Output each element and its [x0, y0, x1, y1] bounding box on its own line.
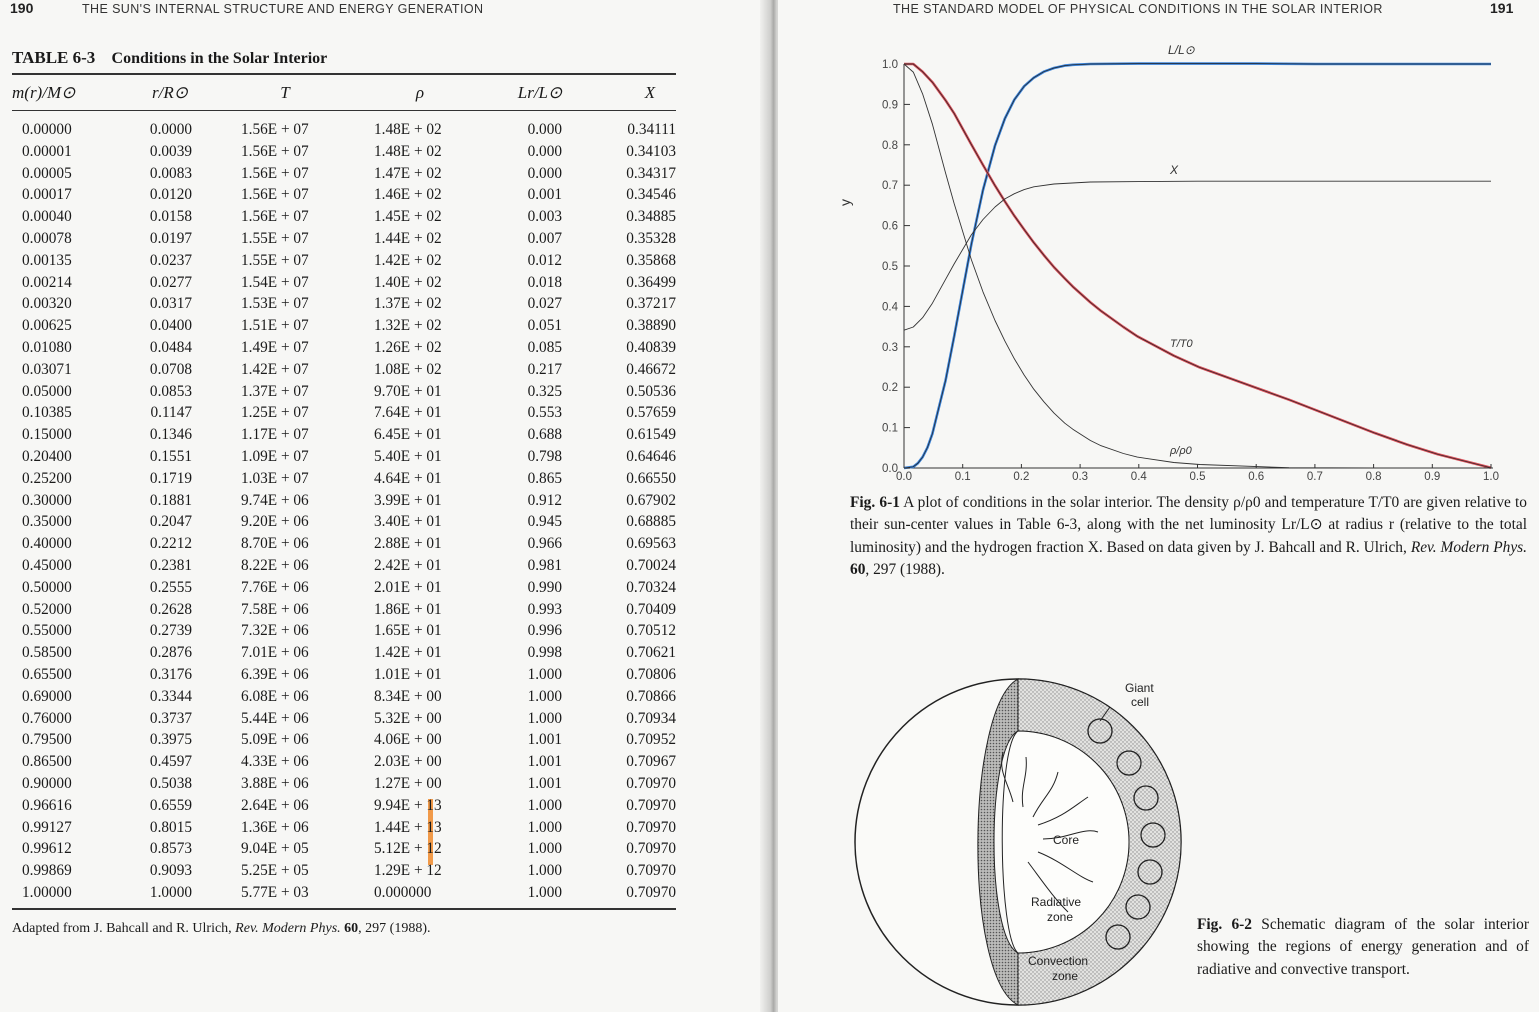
cell-radius: 0.2739 — [149, 622, 192, 640]
fig1-text: A plot of conditions in the solar interior. The density ρ/ρ0 and temperature T/T0 are given relative to their sun-center values in Table 6-3, along with the net luminosity Lr/L⊙ at radius r (relative to the total luminosity) and the hydrogen fraction X. Based on data given by J. Bahcall and R. Ulrich, — [850, 494, 1527, 556]
cell-radius: 0.2212 — [149, 535, 192, 553]
column-radius — [130, 119, 192, 904]
label-convection-1: Convection — [1028, 954, 1089, 968]
label-giant: Giant — [1125, 681, 1154, 695]
column-temperature — [241, 119, 309, 904]
label-luminosity: L/L⊙ — [1168, 43, 1195, 57]
table-footnote — [12, 921, 430, 937]
cell-density: 1.01E + 01 — [374, 665, 442, 683]
hydrogen-line — [904, 181, 1491, 330]
y-tick-label: 0.3 — [882, 341, 898, 354]
running-head-right: THE STANDARD MODEL OF PHYSICAL CONDITIONS IN THE SOLAR INTERIOR — [893, 2, 1383, 16]
x-tick-label: 0.9 — [1424, 471, 1441, 483]
table-title — [12, 48, 327, 68]
footnote-tail: , 297 (1988). — [358, 921, 431, 936]
cell-mass: 0.00214 — [22, 273, 72, 291]
cell-radius: 0.2555 — [149, 578, 192, 596]
cell-density: 1.27E + 00 — [374, 774, 442, 792]
cell-radius: 0.0158 — [149, 208, 192, 226]
cell-temperature: 5.25E + 05 — [241, 862, 309, 880]
cell-temperature: 1.56E + 07 — [241, 186, 309, 204]
cell-hydrogen: 0.50536 — [626, 382, 676, 400]
running-head-left: THE SUN'S INTERNAL STRUCTURE AND ENERGY GENERATION — [82, 2, 484, 16]
chart-series — [904, 64, 1491, 468]
fig1-tail: , 297 (1988). — [865, 561, 945, 579]
cell-hydrogen: 0.67902 — [626, 491, 676, 509]
cell-luminosity: 0.000 — [527, 121, 562, 138]
cell-temperature: 4.33E + 06 — [241, 753, 309, 771]
label-convection-2: zone — [1052, 969, 1079, 983]
cell-luminosity: 0.085 — [527, 338, 562, 356]
cell-radius: 0.8015 — [149, 818, 192, 836]
page-number-right: 191 — [1490, 0, 1514, 16]
label-temperature: T/T0 — [1170, 338, 1193, 350]
header-mass: m(r)/M⊙ — [12, 83, 76, 102]
fig1-caption — [850, 492, 1527, 582]
right-page — [778, 0, 1539, 1012]
y-tick-label: 0.4 — [882, 301, 898, 314]
cell-mass: 0.30000 — [22, 491, 72, 509]
cell-radius: 0.8573 — [149, 840, 192, 858]
cell-mass: 0.00320 — [22, 295, 72, 313]
cell-hydrogen: 0.38890 — [626, 317, 676, 335]
cell-radius: 0.0000 — [149, 121, 192, 138]
cell-radius: 0.1346 — [149, 426, 192, 444]
cell-density: 7.64E + 01 — [374, 404, 442, 422]
cell-density: 1.45E + 02 — [374, 208, 442, 226]
cell-temperature: 1.36E + 06 — [241, 818, 309, 836]
cell-hydrogen: 0.34111 — [627, 121, 676, 138]
cell-mass: 0.20400 — [22, 447, 72, 465]
cell-hydrogen: 0.40839 — [626, 338, 676, 356]
cell-luminosity: 0.993 — [527, 600, 562, 618]
fig1-label: Fig. 6-1 — [850, 494, 900, 511]
cell-luminosity: 0.945 — [527, 513, 562, 531]
cell-mass: 0.58500 — [22, 644, 72, 662]
cell-density: 1.29E + 12 — [374, 862, 442, 880]
cell-density: 1.44E + 02 — [374, 229, 442, 247]
cell-density: 9.94E + 13 — [374, 796, 442, 814]
table-number: TABLE 6-3 — [12, 48, 96, 67]
cell-density: 1.08E + 02 — [374, 360, 442, 378]
cell-hydrogen: 0.35868 — [626, 251, 676, 269]
chart-ticks — [882, 59, 1499, 483]
table-name: Conditions in the Solar Interior — [111, 50, 328, 67]
cell-temperature: 1.56E + 07 — [241, 142, 309, 160]
cell-temperature: 1.55E + 07 — [241, 251, 309, 269]
cell-mass: 0.99869 — [22, 862, 72, 880]
cell-luminosity: 0.012 — [527, 251, 562, 269]
label-density: ρ/ρ0 — [1170, 445, 1192, 457]
cell-density: 1.48E + 02 — [374, 142, 442, 160]
cell-hydrogen: 0.46672 — [626, 360, 676, 378]
page-number-left: 190 — [10, 0, 34, 16]
cell-mass: 0.25200 — [22, 469, 72, 487]
cell-mass: 0.03071 — [22, 360, 72, 378]
x-tick-label: 0.0 — [896, 471, 912, 483]
cell-temperature: 7.32E + 06 — [241, 622, 309, 640]
cell-density: 0.000000 — [374, 883, 432, 901]
cell-radius: 0.2876 — [149, 644, 192, 662]
cell-mass: 0.05000 — [22, 382, 72, 400]
cell-density: 1.32E + 02 — [374, 317, 442, 335]
column-luminosity — [505, 119, 562, 904]
cell-density: 1.37E + 02 — [374, 295, 442, 313]
cell-density: 1.86E + 01 — [374, 600, 442, 618]
temperature-line-ink — [904, 64, 1491, 468]
x-tick-label: 0.4 — [1130, 471, 1147, 483]
cell-radius: 0.2628 — [149, 600, 192, 618]
cell-hydrogen: 0.70970 — [626, 862, 676, 880]
cell-luminosity: 1.000 — [527, 840, 562, 858]
cell-mass: 0.15000 — [22, 426, 72, 444]
cell-radius: 0.0400 — [149, 317, 192, 335]
cell-mass: 0.00005 — [22, 164, 72, 182]
cell-density: 3.99E + 01 — [374, 491, 442, 509]
cell-hydrogen: 0.70866 — [626, 687, 676, 705]
cell-temperature: 2.64E + 06 — [241, 796, 309, 814]
header-radius: r/R⊙ — [152, 83, 188, 102]
y-tick-label: 1.0 — [882, 59, 898, 71]
cell-mass: 0.76000 — [22, 709, 72, 727]
cell-temperature: 8.70E + 06 — [241, 535, 309, 553]
cell-hydrogen: 0.70934 — [626, 709, 676, 727]
cell-mass: 0.52000 — [22, 600, 72, 618]
cell-luminosity: 0.798 — [527, 447, 562, 465]
cell-luminosity: 1.001 — [527, 731, 562, 749]
cell-density: 1.47E + 02 — [374, 164, 442, 182]
cell-hydrogen: 0.64646 — [626, 447, 676, 465]
cell-density: 1.42E + 01 — [374, 644, 442, 662]
cell-temperature: 7.01E + 06 — [241, 644, 309, 662]
header-density: ρ — [415, 83, 425, 102]
cell-temperature: 7.58E + 06 — [241, 600, 309, 618]
cell-radius: 0.2047 — [149, 513, 192, 531]
cell-mass: 0.00040 — [22, 208, 72, 226]
cell-temperature: 1.09E + 07 — [241, 447, 309, 465]
cell-radius: 0.6559 — [149, 796, 192, 814]
cell-hydrogen: 0.36499 — [626, 273, 676, 291]
cell-luminosity: 0.217 — [527, 360, 562, 378]
cell-luminosity: 0.018 — [527, 273, 562, 291]
cell-mass: 0.45000 — [22, 556, 72, 574]
cell-density: 1.44E + 13 — [374, 818, 442, 836]
cell-radius: 0.1147 — [150, 404, 192, 422]
y-tick-label: 0.0 — [882, 463, 898, 475]
cell-mass: 0.00625 — [22, 317, 72, 335]
cell-mass: 0.00017 — [22, 186, 72, 204]
cell-luminosity: 0.990 — [527, 578, 562, 596]
cell-luminosity: 0.998 — [527, 644, 562, 662]
cell-luminosity: 1.000 — [527, 818, 562, 836]
cell-hydrogen: 0.70970 — [626, 796, 676, 814]
cell-hydrogen: 0.57659 — [626, 404, 676, 422]
cell-temperature: 9.20E + 06 — [241, 513, 309, 531]
cell-temperature: 1.56E + 07 — [241, 164, 309, 182]
table-header-rule — [12, 110, 676, 111]
cell-radius: 0.0484 — [149, 338, 192, 356]
cell-luminosity: 1.001 — [527, 774, 562, 792]
cell-mass: 0.00000 — [22, 121, 72, 138]
cell-temperature: 1.37E + 07 — [241, 382, 309, 400]
cell-mass: 0.96616 — [22, 796, 72, 814]
cell-radius: 0.3737 — [149, 709, 192, 727]
chart-axes — [904, 64, 1493, 468]
cell-temperature: 1.03E + 07 — [241, 469, 309, 487]
cell-hydrogen: 0.70970 — [626, 774, 676, 792]
cell-radius: 0.3176 — [149, 665, 192, 683]
fig2-caption — [1197, 914, 1529, 981]
cell-hydrogen: 0.66550 — [626, 469, 676, 487]
cell-hydrogen: 0.34317 — [626, 164, 676, 182]
cell-hydrogen: 0.61549 — [626, 426, 676, 444]
cell-temperature: 1.25E + 07 — [241, 404, 309, 422]
fig2-text: Schematic diagram of the solar interior showing the regions of energy generation and of radiative and convective transport. — [1197, 916, 1530, 978]
cell-mass: 0.99612 — [22, 840, 72, 858]
cell-temperature: 1.54E + 07 — [241, 273, 309, 291]
cell-hydrogen: 0.70952 — [626, 731, 676, 749]
cell-density: 1.42E + 02 — [374, 251, 442, 269]
footnote-text: Adapted from J. Bahcall and R. Ulrich, — [12, 921, 236, 936]
cell-luminosity: 0.027 — [527, 295, 562, 313]
cell-density: 3.40E + 01 — [374, 513, 442, 531]
x-tick-label: 1.0 — [1483, 471, 1499, 483]
luminosity-line-ink — [904, 64, 1491, 468]
cell-hydrogen: 0.70324 — [626, 578, 676, 596]
cell-radius: 0.1551 — [149, 447, 192, 465]
x-tick-label: 0.8 — [1365, 471, 1382, 483]
y-axis-label: y — [837, 199, 853, 206]
header-luminosity: Lr/L⊙ — [517, 83, 563, 102]
cell-radius: 0.3975 — [149, 731, 192, 749]
cell-hydrogen: 0.68885 — [626, 513, 676, 531]
label-cell: cell — [1131, 695, 1150, 709]
cell-hydrogen: 0.70970 — [626, 883, 676, 901]
y-tick-label: 0.9 — [882, 99, 898, 112]
cell-luminosity: 0.325 — [527, 382, 562, 400]
cell-radius: 0.4597 — [149, 753, 192, 771]
y-tick-label: 0.5 — [882, 261, 898, 273]
column-density — [374, 119, 442, 904]
cell-mass: 0.00001 — [22, 142, 72, 160]
cell-mass: 0.99127 — [22, 818, 72, 836]
cell-luminosity: 0.001 — [527, 186, 562, 204]
label-radiative-1: Radiative — [1031, 895, 1082, 909]
cell-mass: 0.65500 — [22, 665, 72, 683]
cell-mass: 1.00000 — [22, 883, 72, 901]
cell-luminosity: 0.000 — [527, 164, 562, 182]
cell-radius: 0.1881 — [149, 491, 192, 509]
cell-radius: 0.5038 — [149, 774, 192, 792]
cell-luminosity: 0.007 — [527, 229, 562, 247]
cell-luminosity: 0.966 — [527, 535, 562, 553]
cell-radius: 0.0237 — [149, 251, 192, 269]
cell-temperature: 9.04E + 05 — [241, 840, 309, 858]
cell-density: 5.40E + 01 — [374, 447, 442, 465]
cell-luminosity: 0.000 — [527, 142, 562, 160]
footnote-journal: Rev. Modern Phys. — [235, 921, 341, 936]
x-tick-label: 0.6 — [1248, 471, 1265, 483]
cell-luminosity: 0.051 — [527, 317, 562, 335]
cell-density: 2.42E + 01 — [374, 556, 442, 574]
cell-density: 2.01E + 01 — [374, 578, 442, 596]
cell-hydrogen: 0.70970 — [626, 818, 676, 836]
fig2-label: Fig. 6-2 — [1197, 916, 1253, 933]
cell-temperature: 7.76E + 06 — [241, 578, 309, 596]
cell-hydrogen: 0.70409 — [626, 600, 676, 618]
cell-density: 5.32E + 00 — [374, 709, 442, 727]
cell-density: 1.40E + 02 — [374, 273, 442, 291]
cell-luminosity: 0.865 — [527, 469, 562, 487]
cell-radius: 0.0083 — [149, 164, 192, 182]
cell-mass: 0.00078 — [22, 229, 72, 247]
cell-luminosity: 1.000 — [527, 687, 562, 705]
cell-temperature: 5.09E + 06 — [241, 731, 309, 749]
cell-luminosity: 0.981 — [527, 556, 562, 574]
cell-temperature: 1.17E + 07 — [241, 426, 309, 444]
cell-hydrogen: 0.70024 — [626, 556, 676, 574]
table-bottom-rule — [12, 908, 676, 910]
cell-temperature: 1.53E + 07 — [241, 295, 309, 313]
cell-radius: 0.9093 — [149, 862, 192, 880]
cell-temperature: 1.49E + 07 — [241, 338, 309, 356]
cell-density: 8.34E + 00 — [374, 687, 442, 705]
temperature-line — [904, 64, 1491, 468]
cell-luminosity: 0.003 — [527, 208, 562, 226]
cell-hydrogen: 0.35328 — [626, 229, 676, 247]
cell-luminosity: 1.000 — [527, 883, 562, 901]
x-tick-label: 0.1 — [954, 471, 971, 483]
cell-luminosity: 0.996 — [527, 622, 562, 640]
x-tick-label: 0.7 — [1306, 471, 1323, 483]
cell-density: 9.70E + 01 — [374, 382, 442, 400]
footnote-volume: 60 — [344, 921, 359, 936]
cell-density: 1.48E + 02 — [374, 121, 442, 138]
cell-radius: 0.0317 — [149, 295, 192, 313]
cell-hydrogen: 0.34885 — [626, 208, 676, 226]
cell-temperature: 1.42E + 07 — [241, 360, 309, 378]
cell-mass: 0.86500 — [22, 753, 72, 771]
cell-hydrogen: 0.69563 — [626, 535, 676, 553]
cell-hydrogen: 0.34546 — [626, 186, 676, 204]
cell-radius: 0.1719 — [149, 469, 192, 487]
label-radiative-2: zone — [1047, 910, 1074, 924]
cell-mass: 0.40000 — [22, 535, 72, 553]
cell-temperature: 9.74E + 06 — [241, 491, 309, 509]
y-tick-label: 0.7 — [882, 180, 898, 193]
solar-interior-diagram — [848, 667, 1228, 1012]
y-tick-label: 0.6 — [882, 220, 898, 233]
y-tick-label: 0.8 — [882, 139, 898, 152]
luminosity-line — [904, 64, 1491, 468]
solar-interior-chart — [778, 0, 1539, 490]
column-mass — [22, 119, 72, 904]
table-top-rule — [12, 73, 676, 75]
y-tick-label: 0.1 — [882, 422, 898, 435]
cell-mass: 0.35000 — [22, 513, 72, 531]
cell-radius: 0.0197 — [149, 229, 192, 247]
cell-temperature: 1.56E + 07 — [241, 208, 309, 226]
cell-luminosity: 1.001 — [527, 753, 562, 771]
cell-density: 1.46E + 02 — [374, 186, 442, 204]
cell-radius: 0.3344 — [149, 687, 192, 705]
header-temperature: T — [280, 83, 290, 102]
cell-hydrogen: 0.70512 — [626, 622, 676, 640]
cell-mass: 0.55000 — [22, 622, 72, 640]
cell-temperature: 5.44E + 06 — [241, 709, 309, 727]
cell-temperature: 6.08E + 06 — [241, 687, 309, 705]
cell-temperature: 8.22E + 06 — [241, 556, 309, 574]
x-tick-label: 0.5 — [1189, 471, 1206, 483]
cell-mass: 0.90000 — [22, 774, 72, 792]
cell-density: 4.64E + 01 — [374, 469, 442, 487]
cell-temperature: 5.77E + 03 — [241, 883, 309, 901]
cell-temperature: 1.56E + 07 — [241, 121, 309, 138]
cell-luminosity: 0.912 — [527, 491, 562, 509]
fig1-volume: 60 — [850, 561, 866, 579]
cell-mass: 0.00135 — [22, 251, 72, 269]
cell-temperature: 3.88E + 06 — [241, 774, 309, 792]
cell-hydrogen: 0.70806 — [626, 665, 676, 683]
cell-luminosity: 1.000 — [527, 796, 562, 814]
cell-luminosity: 0.553 — [527, 404, 562, 422]
cell-radius: 0.0708 — [149, 360, 192, 378]
cell-radius: 0.0039 — [149, 142, 192, 160]
cell-density: 1.26E + 02 — [374, 338, 442, 356]
cell-density: 6.45E + 01 — [374, 426, 442, 444]
cell-luminosity: 0.688 — [527, 426, 562, 444]
cell-radius: 0.0853 — [149, 382, 192, 400]
cell-radius: 0.0120 — [149, 186, 192, 204]
cell-density: 5.12E + 12 — [374, 840, 442, 858]
cell-hydrogen: 0.70621 — [626, 644, 676, 662]
cell-radius: 0.2381 — [149, 556, 192, 574]
cell-density: 2.03E + 00 — [374, 753, 442, 771]
cell-temperature: 1.51E + 07 — [241, 317, 309, 335]
density-line — [904, 64, 1491, 468]
column-hydrogen — [610, 119, 676, 904]
x-tick-label: 0.3 — [1072, 471, 1089, 483]
cell-radius: 1.0000 — [149, 883, 192, 901]
cell-mass: 0.79500 — [22, 731, 72, 749]
cell-hydrogen: 0.70970 — [626, 840, 676, 858]
cell-hydrogen: 0.37217 — [626, 295, 676, 313]
y-tick-label: 0.2 — [882, 382, 898, 395]
fig1-journal: Rev. Modern Phys. — [1410, 538, 1527, 556]
cell-mass: 0.69000 — [22, 687, 72, 705]
cell-temperature: 6.39E + 06 — [241, 665, 309, 683]
cell-temperature: 1.55E + 07 — [241, 229, 309, 247]
x-tick-label: 0.2 — [1013, 471, 1030, 483]
cell-hydrogen: 0.70967 — [626, 753, 676, 771]
cell-density: 4.06E + 00 — [374, 731, 442, 749]
cell-mass: 0.01080 — [22, 338, 72, 356]
cell-luminosity: 1.000 — [527, 665, 562, 683]
cell-density: 1.65E + 01 — [374, 622, 442, 640]
cell-mass: 0.10385 — [22, 404, 72, 422]
cell-radius: 0.0277 — [149, 273, 192, 291]
cell-mass: 0.50000 — [22, 578, 72, 596]
cell-density: 2.88E + 01 — [374, 535, 442, 553]
cell-luminosity: 1.000 — [527, 862, 562, 880]
label-hydrogen: X — [1170, 163, 1179, 177]
label-core: Core — [1053, 833, 1080, 847]
cell-luminosity: 1.000 — [527, 709, 562, 727]
header-hydrogen: X — [644, 83, 656, 102]
cell-hydrogen: 0.34103 — [626, 142, 676, 160]
